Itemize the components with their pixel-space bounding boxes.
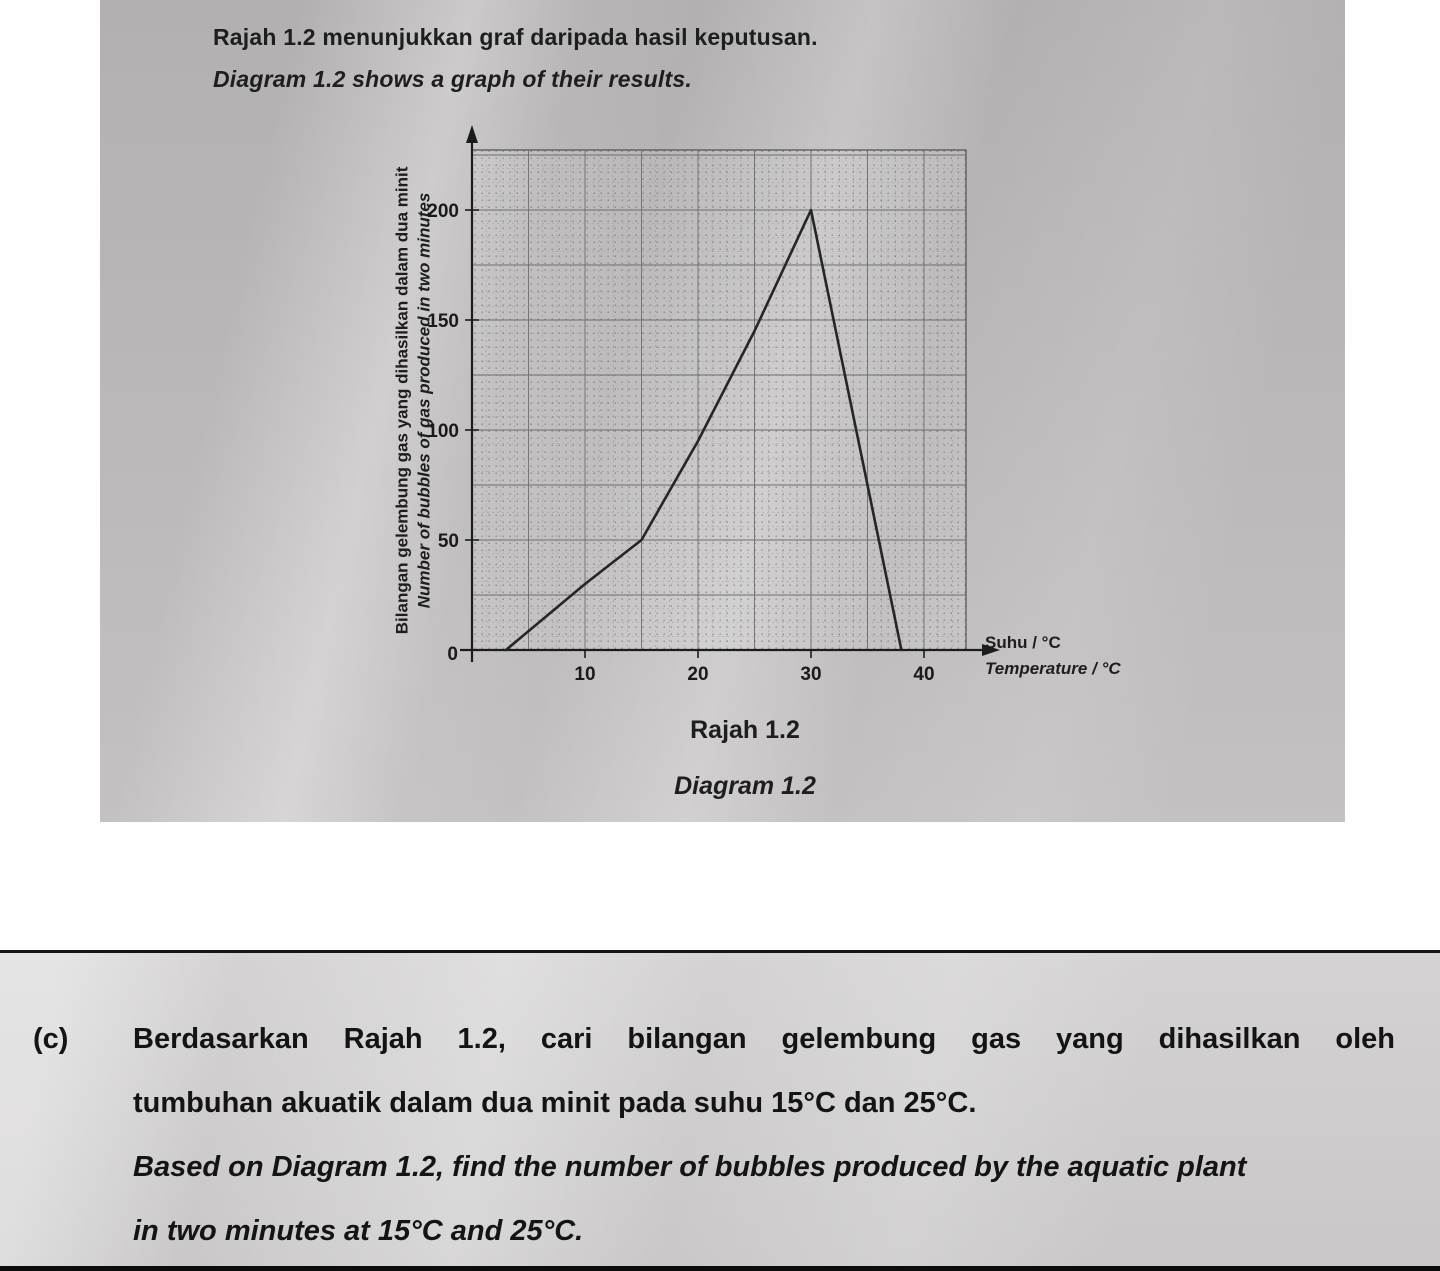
y-tick-label: 200	[427, 201, 459, 222]
scan-region-top	[100, 0, 1345, 822]
origin-label: 0	[447, 644, 458, 665]
y-tick-label: 100	[427, 421, 459, 442]
question-english-line1: Based on Diagram 1.2, find the number of bubbles produced by the aquatic plant	[133, 1151, 1247, 1183]
x-tick-label: 40	[913, 664, 935, 685]
figure-caption-english: Diagram 1.2	[674, 772, 816, 800]
x-axis-label	[985, 630, 1121, 681]
x-tick-label: 20	[687, 664, 709, 685]
x-axis-label-english: Temperature / °C	[985, 658, 1121, 678]
x-axis-label-malay: Suhu / °C	[985, 633, 1061, 652]
y-tick-label: 50	[437, 531, 459, 552]
results-line-chart	[250, 115, 1010, 700]
intro-text-malay: Rajah 1.2 menunjukkan graf daripada hasil keputusan.	[213, 24, 818, 50]
question-malay-line1: Berdasarkan Rajah 1.2, cari bilangan gelembung gas yang dihasilkan oleh	[133, 1023, 1395, 1055]
question-malay-line2: tumbuhan akuatik dalam dua minit pada suhu 15°C dan 25°C.	[133, 1087, 977, 1119]
y-axis-label-english: Number of bubbles of gas produced in two minutes	[415, 192, 434, 609]
figure-caption-malay: Rajah 1.2	[690, 716, 800, 744]
y-tick-label: 150	[427, 311, 459, 332]
question-english-line2: in two minutes at 15°C and 25°C.	[133, 1215, 584, 1247]
intro-text-english: Diagram 1.2 shows a graph of their results.	[213, 66, 692, 92]
scan-region-question	[0, 950, 1440, 1271]
x-tick-label: 10	[574, 664, 596, 685]
x-tick-label: 30	[800, 664, 822, 685]
y-axis-label-malay: Bilangan gelembung gas yang dihasilkan dalam dua minit	[392, 166, 412, 635]
question-label: (c)	[33, 1023, 69, 1055]
y-axis-arrow-icon	[466, 125, 478, 143]
